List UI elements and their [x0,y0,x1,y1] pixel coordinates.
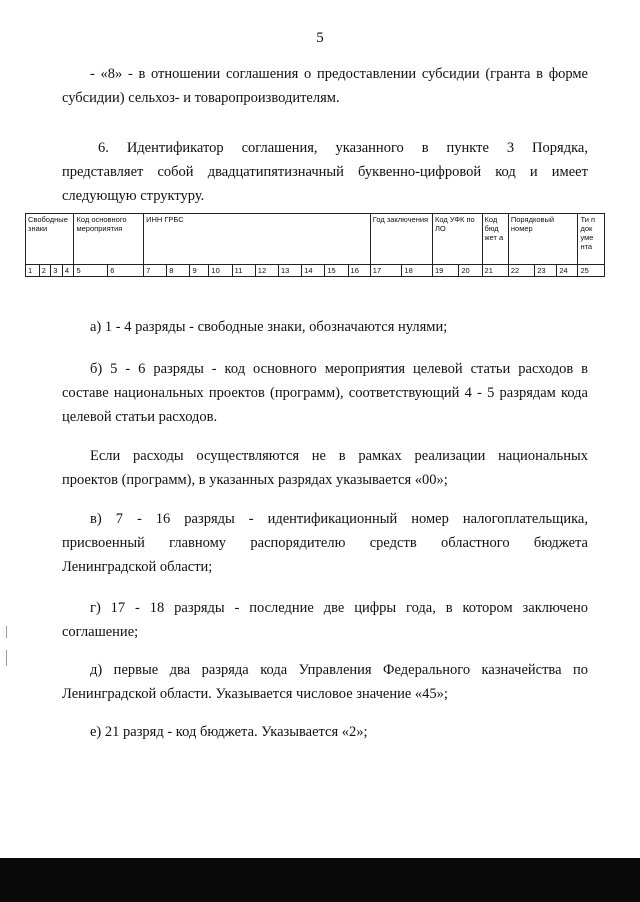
item-v-word: номер [411,511,449,527]
table-digit-cell: 23 [535,265,557,277]
table-digit-cell: 17 [370,265,402,277]
table-digit-cell: 25 [578,265,605,277]
item-a-line: а) 1 - 4 разряды - свободные знаки, обозначаются нулями; [90,319,448,335]
item-v-line-2 [62,531,588,555]
item-e-line: е) 21 разряд - код бюджета. Указывается «2»; [90,724,368,740]
section-6-line-3: следующую структуру. [62,188,205,204]
section-6-word: двадцатипятизначный [207,164,344,180]
item-b [62,357,588,429]
table-digit-cell: 16 [348,265,370,277]
table-digit-cell: 2 [39,265,51,277]
table-digit-cell: 19 [432,265,458,277]
item-v-word: в) [90,511,102,527]
header-inn-grbs: ИНН ГРБС [144,214,371,265]
table-header-row [26,214,605,265]
item-g-line-2: соглашение; [62,624,139,640]
section-6-word: 3 [506,140,515,156]
table-digit-cell: 9 [190,265,209,277]
intro-line-1: - «8» - в отношении соглашения о предоставлении субсидии (гранта в форме [90,66,588,82]
section-6-word: буквенно-цифровой [358,164,482,180]
table-digit-cell: 13 [278,265,301,277]
if-paragraph [62,444,588,492]
section-6-word: Идентификатор [126,140,224,156]
item-v-word: бюджета [533,535,588,551]
item-v-word: главному [169,535,227,551]
item-e [62,720,588,744]
table-digit-cell: 15 [325,265,348,277]
section-6-paragraph [62,136,588,208]
item-g [62,596,588,644]
section-6-line-2 [62,160,588,184]
item-v-word: распорядителю [250,535,346,551]
identifier-structure-table [25,213,605,277]
item-v-word: присвоенный [62,535,145,551]
page-number: 5 [316,30,324,46]
item-d [62,658,588,706]
table-digit-cell: 21 [482,265,508,277]
item-v-word: - [136,511,142,527]
scan-edge-mark [6,650,7,666]
section-6-word: имеет [551,164,588,180]
scan-bottom-bar [0,858,640,902]
intro-line-2: субсидии) сельхоз- и товаропроизводителям. [62,90,340,106]
table-digit-cell: 10 [209,265,232,277]
item-v [62,507,588,579]
item-v-word: идентификационный [267,511,398,527]
table-digit-cell: 1 [26,265,40,277]
table-digit-row [26,265,605,277]
item-d-line-2: Ленинградской области. Указывается числовое значение «45»; [62,686,448,702]
section-6-line-1 [62,136,588,160]
item-b-line-1: б) 5 - 6 разряды - код основного мероприятия целевой статьи расходов в [90,361,588,377]
table-digit-cell: 3 [51,265,63,277]
item-b-line-2: составе национальных проектов (программ), соответствующий 4 - 5 разрядам кода [62,385,588,401]
header-serial-number: Порядковый номер [508,214,578,265]
table-digit-cell: 24 [557,265,578,277]
if-line-1: Если расходы осуществляются не в рамках реализации национальных [90,448,588,464]
header-document-type: Ти п док уме нта [578,214,605,265]
item-v-word: 16 [155,511,171,527]
item-v-word: областного [441,535,510,551]
section-6-word: представляет [62,164,144,180]
if-line-2: проектов (программ), в указанных разрядах указывается «00»; [62,472,448,488]
section-6-word: собой [157,164,194,180]
section-6-word: пункте [446,140,489,156]
item-v-word: средств [369,535,417,551]
intro-paragraph [62,62,588,110]
header-free-signs: Свободные знаки [26,214,74,265]
section-6-word: код [495,164,516,180]
item-v-word: 7 [115,511,123,527]
header-budget-code: Код бюд жет а [482,214,508,265]
table-digit-cell: 6 [108,265,144,277]
table-digit-cell: 22 [508,265,534,277]
header-year: Год заключения [370,214,432,265]
header-main-event-code: Код основного мероприятия [74,214,144,265]
item-v-word: разряды [184,511,235,527]
table-digit-cell: 12 [255,265,278,277]
table-digit-cell: 14 [302,265,325,277]
scan-edge-mark [6,626,7,638]
item-b-line-3: целевой статьи расходов. [62,409,218,425]
section-6-word: указанного [335,140,404,156]
section-6-word: и [529,164,538,180]
section-6-word: Порядка, [532,140,588,156]
table-digit-cell: 18 [402,265,433,277]
item-v-line-3: Ленинградской области; [62,559,213,575]
section-6-word: 6. [98,140,109,156]
item-v-line-1 [62,507,588,531]
item-d-line-1: д) первые два разряда кода Управления Федерального казначейства по [90,662,588,678]
table-digit-cell: 5 [74,265,108,277]
item-g-line-1: г) 17 - 18 разряды - последние две цифры года, в котором заключено [90,600,588,616]
table-digit-cell: 11 [232,265,255,277]
item-v-word: налогоплательщика, [462,511,588,527]
item-a [62,315,588,339]
table-digit-cell: 4 [62,265,74,277]
header-ufk-code: Код УФК по ЛО [432,214,482,265]
section-6-word: в [421,140,429,156]
section-6-word: соглашения, [241,140,318,156]
table-digit-cell: 8 [167,265,190,277]
item-v-word: - [248,511,254,527]
table-digit-cell: 7 [144,265,167,277]
table-digit-cell: 20 [459,265,482,277]
